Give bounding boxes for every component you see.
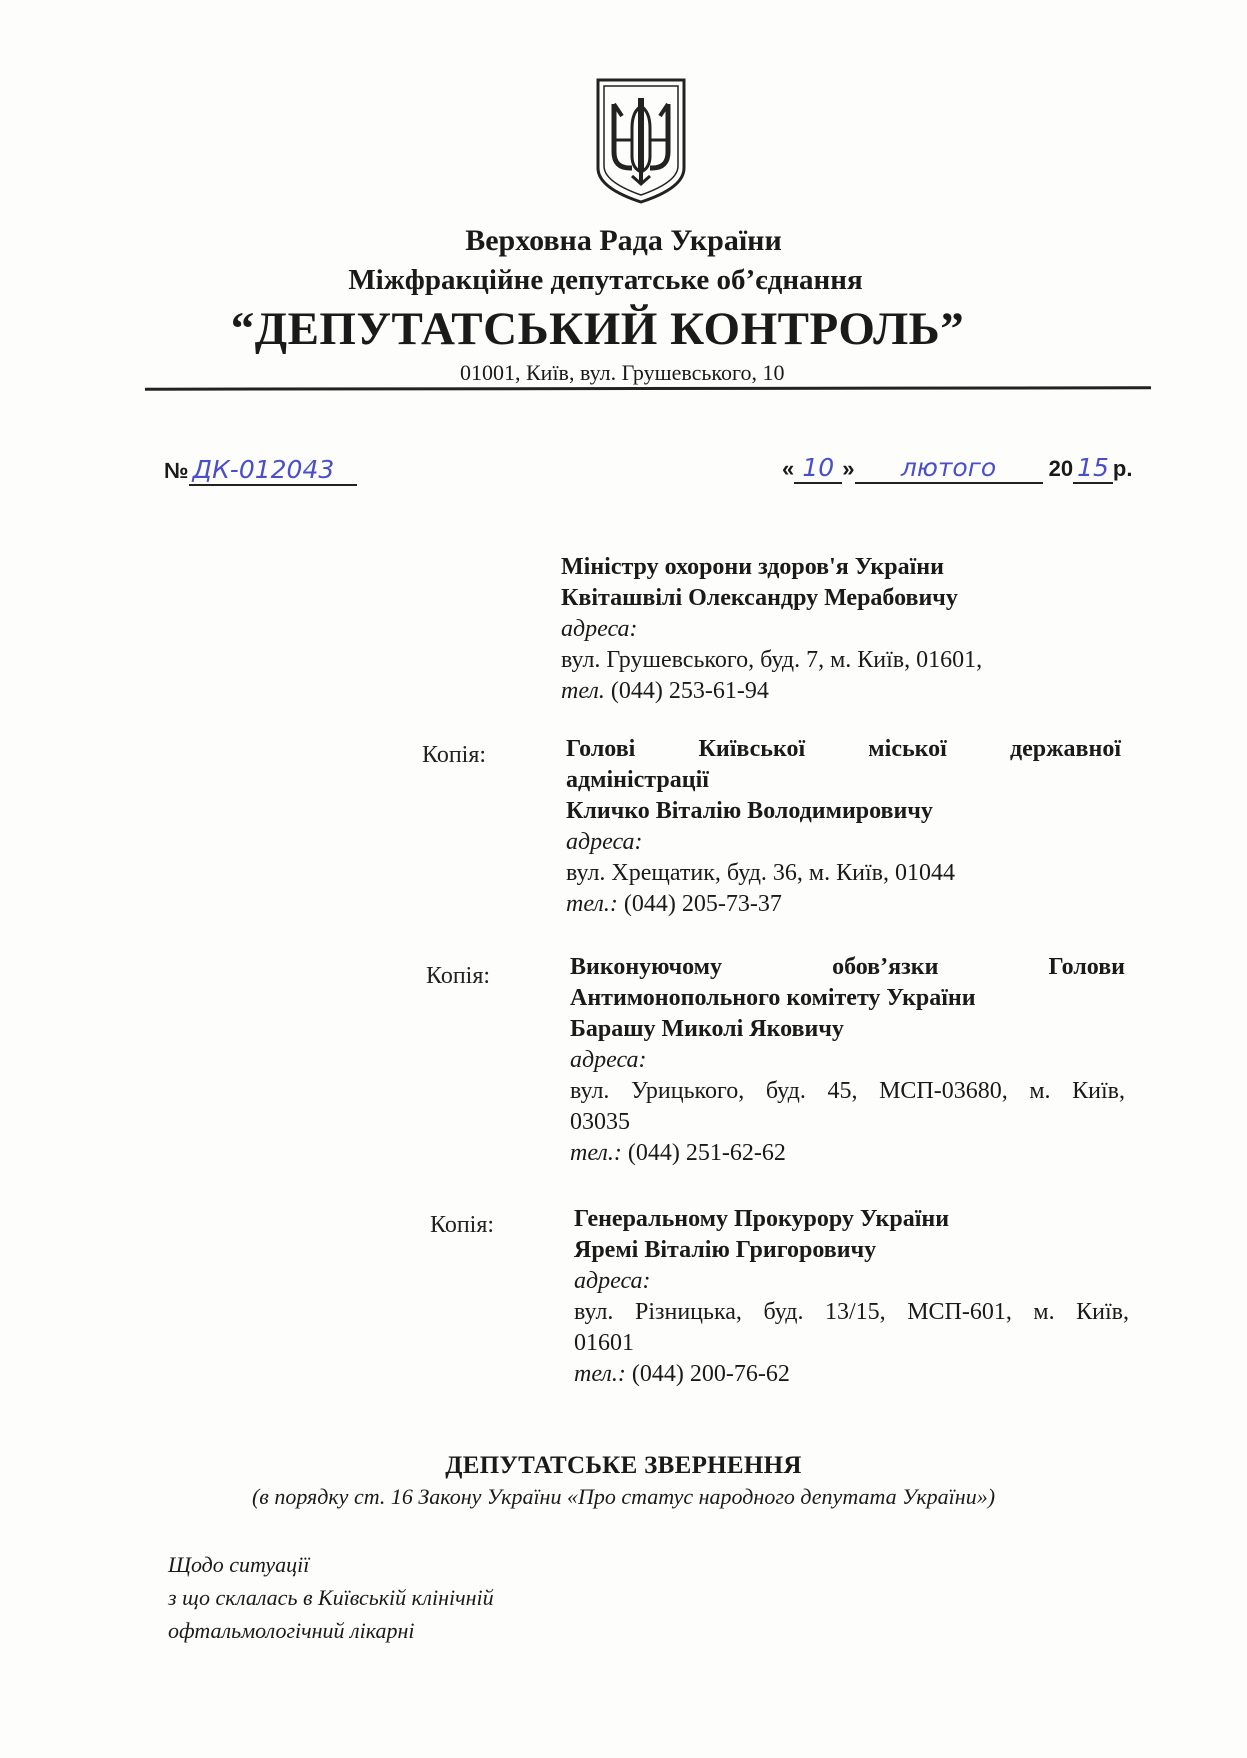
date-year-prefix: 20 — [1048, 456, 1074, 481]
recipient-position-cont: Антимонопольного комітету України — [570, 985, 976, 1011]
number-label: № — [164, 458, 189, 483]
header-divider — [145, 386, 1151, 390]
recipient-phone-label: тел. — [561, 678, 605, 704]
recipient-block — [574, 1204, 1129, 1390]
recipient-block — [566, 734, 1121, 920]
coat-of-arms-icon — [592, 76, 690, 206]
document-date — [782, 454, 1132, 484]
date-close-quote: » — [842, 456, 855, 481]
recipient-address: вул. Хрещатик, буд. 36, м. Київ, 01044 — [566, 860, 955, 886]
recipient-name: Барашу Миколі Яковичу — [570, 1016, 844, 1042]
header-parliament: Верховна Рада України — [465, 224, 782, 257]
recipient-position: Виконуючому обов’язки Голови — [570, 954, 1125, 980]
recipient-phone: (044) 200-76-62 — [625, 1361, 790, 1387]
recipient-name: Кличко Віталію Володимировичу — [566, 798, 933, 824]
recipient-block — [561, 552, 1116, 707]
subject-line: Щодо ситуації — [168, 1552, 310, 1577]
recipient-address-label: адреса: — [566, 829, 643, 855]
outgoing-number — [164, 456, 357, 486]
recipient-address: вул. Грушевського, буд. 7, м. Київ, 01601, — [561, 647, 983, 673]
date-month-handwritten: лютого — [855, 454, 1043, 484]
recipient-position: Генеральному Прокурору України — [574, 1206, 950, 1232]
recipient-phone-line — [574, 1359, 1129, 1390]
number-handwritten: ДК-012043 — [189, 456, 357, 486]
recipient-phone-line — [570, 1138, 1125, 1169]
recipient-address-cont: 03035 — [570, 1109, 630, 1135]
recipient-phone-label: тел.: — [570, 1140, 622, 1166]
subject-block — [168, 1548, 494, 1647]
header-organization-title: “ДЕПУТАТСЬКИЙ КОНТРОЛЬ” — [230, 303, 965, 355]
copy-label: Копія: — [422, 742, 487, 768]
date-year-handwritten: 15 — [1073, 454, 1113, 484]
header-association: Міжфракційне депутатське об’єднання — [348, 264, 863, 296]
recipient-address-label: адреса: — [570, 1047, 647, 1073]
date-suffix: р. — [1112, 456, 1133, 481]
recipient-position: Міністру охорони здоров'я України — [561, 554, 944, 580]
recipient-name: Яремі Віталію Григоровичу — [574, 1237, 877, 1263]
recipient-address-label: адреса: — [561, 616, 638, 642]
recipient-address: вул. Різницька, буд. 13/15, МСП-601, м. Київ, — [574, 1299, 1129, 1325]
copy-label: Копія: — [426, 963, 491, 989]
subject-line: з що склалась в Київській клінічній — [168, 1585, 494, 1610]
recipient-phone-line — [566, 889, 1121, 920]
recipient-position: Голові Київської міської державної — [566, 736, 1121, 762]
appeal-subtitle: (в порядку ст. 16 Закону України «Про статус народного депутата України») — [251, 1484, 996, 1509]
recipient-name: Квіташвілі Олександру Мерабовичу — [561, 585, 958, 611]
recipient-address-label: адреса: — [574, 1268, 651, 1294]
subject-line: офтальмологічний лікарні — [168, 1618, 415, 1643]
recipient-phone-line — [561, 676, 1116, 707]
recipient-phone: (044) 251-62-62 — [621, 1140, 786, 1166]
recipient-position-cont: адміністрації — [566, 767, 709, 793]
recipient-phone: (044) 253-61-94 — [604, 678, 769, 704]
recipient-phone: (044) 205-73-37 — [617, 891, 782, 917]
recipient-address: вул. Урицького, буд. 45, МСП-03680, м. Київ, — [570, 1078, 1125, 1104]
appeal-title: ДЕПУТАТСЬКЕ ЗВЕРНЕННЯ — [445, 1452, 802, 1479]
date-day-handwritten: 10 — [794, 454, 842, 484]
recipient-phone-label: тел.: — [566, 891, 618, 917]
recipient-phone-label: тел.: — [574, 1361, 626, 1387]
header-address: 01001, Київ, вул. Грушевського, 10 — [460, 360, 785, 385]
recipient-address-cont: 01601 — [574, 1330, 634, 1356]
date-open-quote: « — [782, 456, 795, 481]
recipient-block — [570, 952, 1125, 1169]
copy-label: Копія: — [430, 1212, 495, 1238]
